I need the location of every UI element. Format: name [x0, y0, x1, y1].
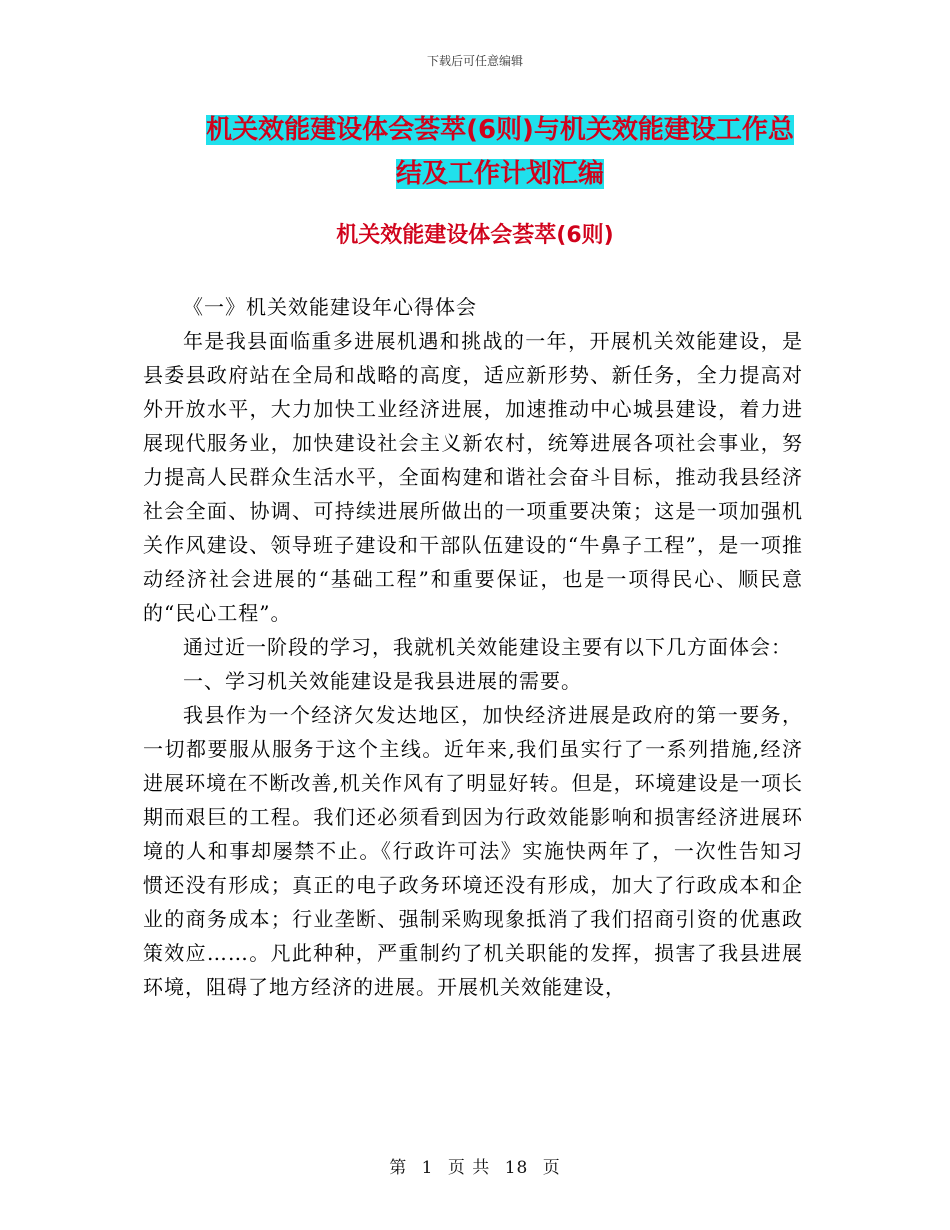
body-text — [143, 290, 803, 1004]
paragraph-heading: 一、学习机关效能建设是我县进展的需要。 — [183, 669, 582, 693]
paragraph-subheading: 《一》机关效能建设年心得体会 — [183, 295, 477, 319]
paragraph: 通过近一阶段的学习，我就机关效能建设主要有以下几方面体会： — [183, 635, 792, 659]
footer-prefix: 第 — [389, 1158, 408, 1178]
section-title: 机关效能建设体会荟萃(6则) — [336, 223, 614, 248]
document-title-line-1 — [140, 106, 860, 154]
total-pages: 18 — [504, 1158, 529, 1178]
page-footer — [0, 1153, 950, 1178]
header-note: 下载后可任意编辑 — [426, 54, 523, 68]
paragraph: 年是我县面临重多进展机遇和挑战的一年，开展机关效能建设，是县委县政府站在全局和战略的高度，适应新形势、新任务，全力提高对外开放水平，大力加快工业经济进展，加速推动中心城县建设，着力进展现代服务业，加快建设社会主义新农村，统筹进展各项社会事业，努力提高人民群众生活水平，全面构建和谐社会奋斗目标，推动我县经济社会全面、协调、可持续进展所做出的一项重要决策；这是一项加强机关作风建设、领导班子建设和干部队伍建设的“牛鼻子工程”，是一项推动经济社会进展的“基础工程”和重要保证，也是一项得民心、顺民意的“民心工程”。 — [143, 329, 803, 625]
page-number: 1 — [421, 1158, 434, 1178]
paragraph: 我县作为一个经济欠发达地区，加快经济进展是政府的第一要务，一切都要服从服务于这个主线。近年来,我们虽实行了一系列措施,经济进展环境在不断改善,机关作风有了明显好转。但是，环境建设是一项长期而艰巨的工程。我们还必须看到因为行政效能影响和损害经济进展环境的人和事却屡禁不止。《行政许可法》实施快两年了，一次性告知习惯还没有形成；真正的电子政务环境还没有形成，加大了行政成本和企业的商务成本；行业垄断、强制采购现象抵消了我们招商引资的优惠政策效应……。凡此种种，严重制约了机关职能的发挥，损害了我县进展环境，阻碍了地方经济的进展。开展机关效能建设， — [143, 703, 803, 999]
footer-mid: 页 共 — [447, 1158, 491, 1178]
footer-suffix: 页 — [542, 1158, 561, 1178]
document-title-text-1: 机关效能建设体会荟萃(6则)与机关效能建设工作总 — [206, 115, 794, 145]
document-title-text-2: 结及工作计划汇编 — [395, 159, 604, 189]
document-title-line-2 — [140, 150, 860, 198]
